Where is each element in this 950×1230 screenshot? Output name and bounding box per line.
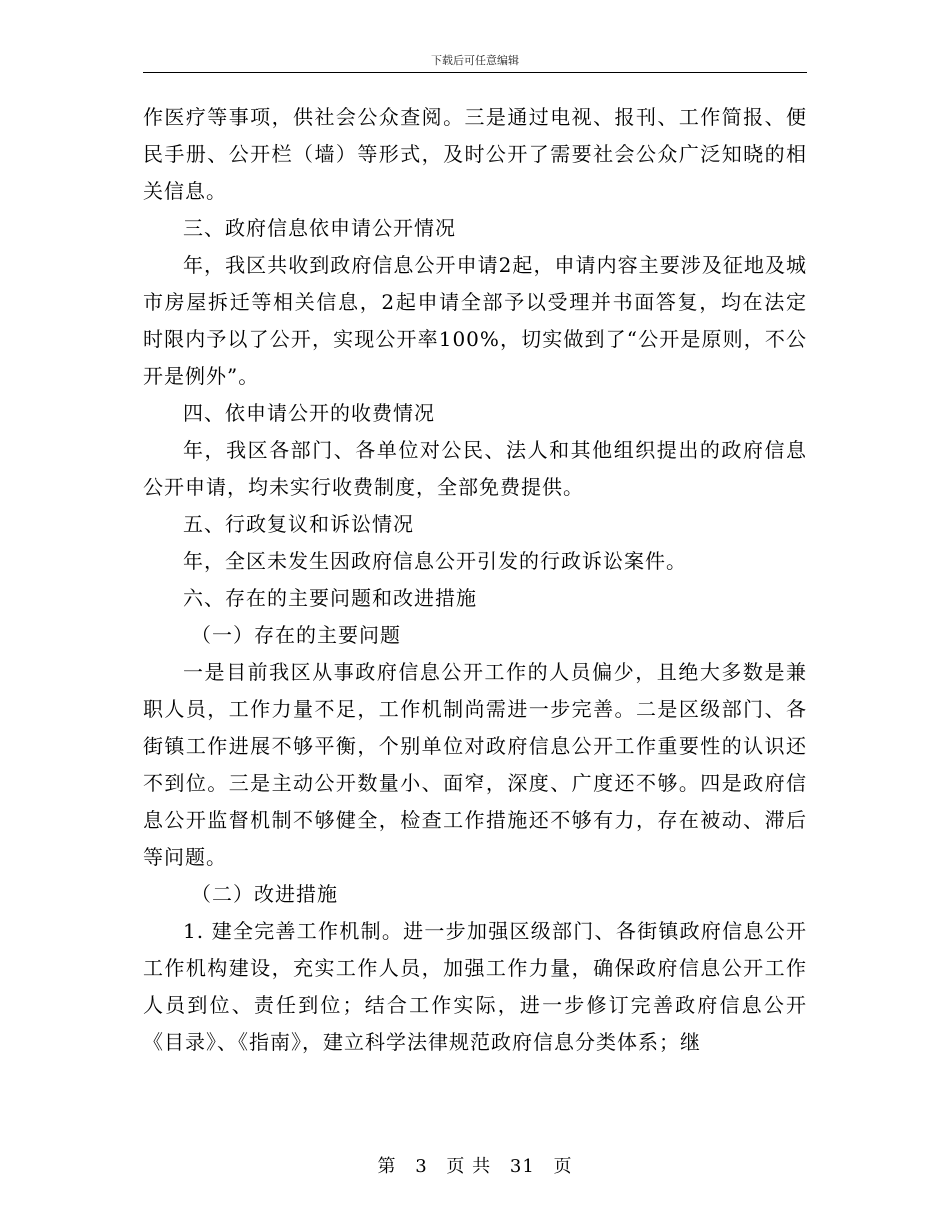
section-heading-6: 六、存在的主要问题和改进措施 — [183, 586, 477, 610]
page-header — [0, 52, 950, 68]
header-text: 下载后可任意编辑 — [431, 54, 519, 67]
paragraph: 年，我区共收到政府信息公开申请2起，申请内容主要涉及征地及城市房屋拆迁等相关信息，2起申请全部予以受理并书面答复，均在法定时限内予以了公开，实现公开率100%，切实做到了“公开是原则，不公开是例外”。 — [143, 253, 807, 388]
header-rule — [143, 72, 807, 73]
footer-middle: 页 共 — [446, 1156, 492, 1177]
page-footer — [0, 1152, 950, 1178]
document-body — [143, 99, 807, 1061]
footer-suffix: 页 — [553, 1156, 573, 1177]
subsection-heading-2: （二）改进措施 — [191, 882, 338, 906]
footer-prefix: 第 — [377, 1156, 397, 1177]
subsection-heading-1: （一）存在的主要问题 — [191, 623, 401, 647]
page-total: 31 — [509, 1156, 535, 1177]
section-heading-4: 四、依申请公开的收费情况 — [183, 401, 435, 425]
paragraph: 1. 建全完善工作机制。进一步加强区级部门、各街镇政府信息公开工作机构建设，充实工作人员，加强工作力量，确保政府信息公开工作人员到位、责任到位；结合工作实际，进一步修订完善政府信息公开《目录》、《指南》，建立科学法律规范政府信息分类体系；继 — [143, 919, 807, 1054]
paragraph: 年，我区各部门、各单位对公民、法人和其他组织提出的政府信息公开申请，均未实行收费制度，全部免费提供。 — [143, 438, 807, 499]
paragraph: 作医疗等事项，供社会公众查阅。三是通过电视、报刊、工作简报、便民手册、公开栏（墙）等形式，及时公开了需要社会公众广泛知晓的相关信息。 — [143, 105, 807, 203]
section-heading-5: 五、行政复议和诉讼情况 — [183, 512, 414, 536]
page-number: 3 — [415, 1156, 428, 1177]
section-heading-3: 三、政府信息依申请公开情况 — [183, 216, 456, 240]
paragraph: 年，全区未发生因政府信息公开引发的行政诉讼案件。 — [183, 549, 687, 573]
paragraph: 一是目前我区从事政府信息公开工作的人员偏少，且绝大多数是兼职人员，工作力量不足，工作机制尚需进一步完善。二是区级部门、各街镇工作进展不够平衡，个别单位对政府信息公开工作重要性的认识还不到位。三是主动公开数量小、面窄，深度、广度还不够。四是政府信息公开监督机制不够健全，检查工作措施还不够有力，存在被动、滞后等问题。 — [143, 660, 807, 869]
